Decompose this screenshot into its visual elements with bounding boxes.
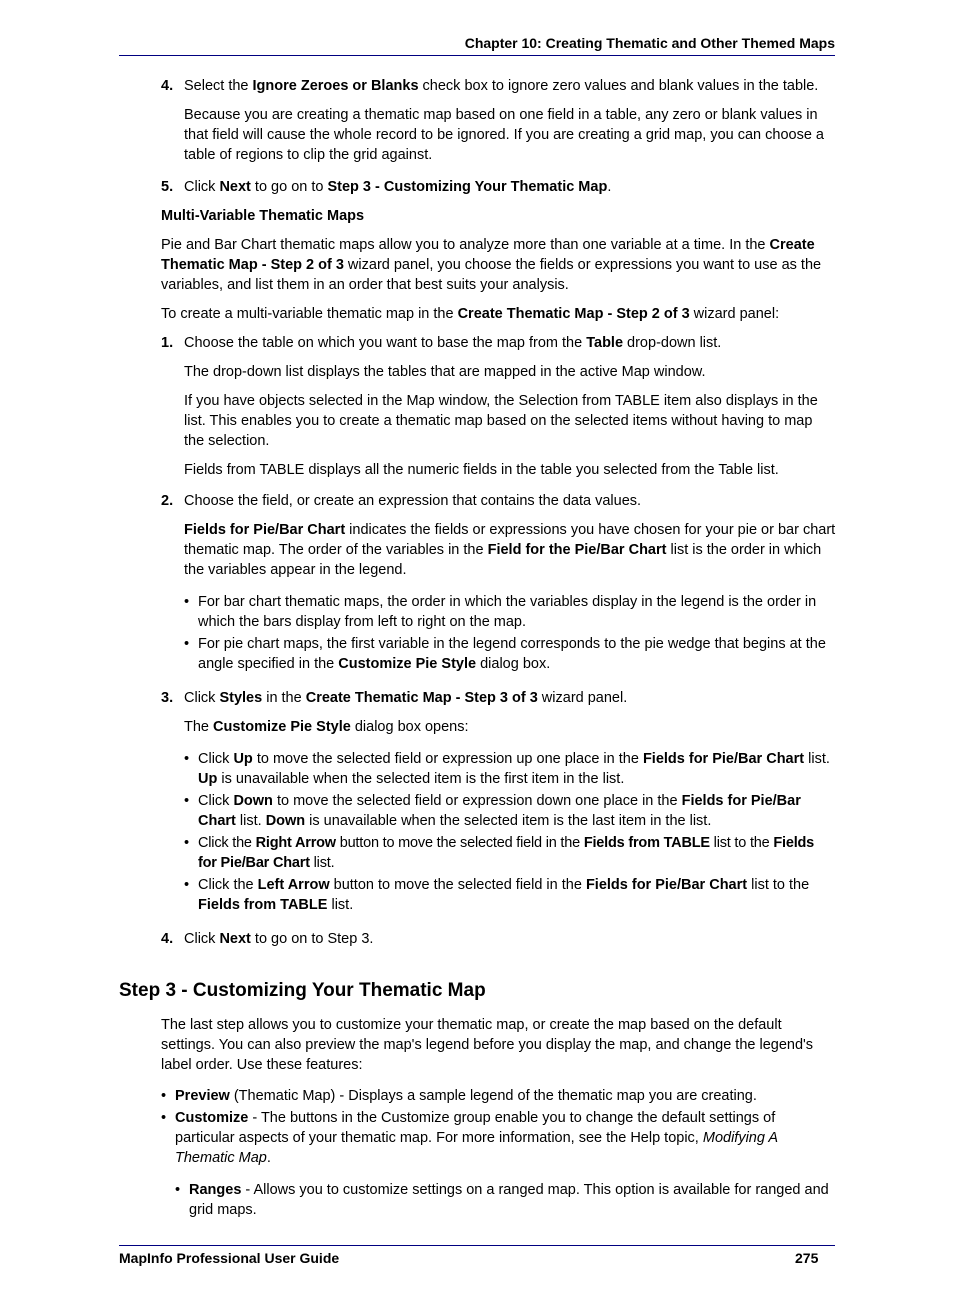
paragraph: Fields for Pie/Bar Chart indicates the fields or expressions you have chosen for your pie or bar chart thematic map. The order of the variables in the Field for the Pie/Bar Chart list is the order in which the variables appear in the legend. [184,522,836,578]
list-item: • Preview (Thematic Map) - Displays a sample legend of the thematic map you are creating. [161,1088,757,1104]
step-number: 4. [161,78,174,94]
bullet-icon: • [184,751,190,767]
list-item: • Click Down to move the selected field or expression down one place in the Fields for Pie/Bar Chart list. Down is unavailable when the selected item is the last item in the list. [184,793,801,829]
bold-term: Ignore Zeroes or Blanks [252,78,419,94]
list-item: • Ranges - Allows you to customize settings on a ranged map. This option is available for ranged and grid maps. [175,1182,829,1218]
mv-step-1: 1. Choose the table on which you want to base the map from the Table drop-down list. The drop-down list displays the tables that are mapped in the active Map window. If you have objects selected in the Map window, the Selection from TABLE item also displays in the list. This enables you to create a thematic map based on the selected items without having to map the selection. Fields from TABLE displays all the numeric fields in the table you selected from the Table list. [161,333,836,480]
bullet-list [184,749,836,915]
bullet-icon: • [184,835,189,851]
step-number: 1. [161,335,174,351]
mv-step-4: 4. Click Next to go on to Step 3. [161,931,374,947]
page-content [119,76,836,1222]
section-title: Step 3 - Customizing Your Thematic Map [119,980,486,1001]
footer-guide-title: MapInfo Professional User Guide [119,1250,340,1266]
step-number: 3. [161,690,174,706]
bold-term: Next [219,179,251,195]
step-number: 4. [161,931,174,947]
bullet-icon: • [161,1110,167,1126]
step-number: 5. [161,179,174,195]
text: . [607,179,612,195]
list-item: • Click the Right Arrow button to move the selected field in the Fields from TABLE list to the Fields for Pie/Bar Chart list. [184,835,815,871]
paragraph: Choose the field, or create an expression that contains the data values. [184,493,642,509]
bullet-icon: • [184,877,190,893]
bullet-icon: • [184,636,190,652]
bullet-list [161,1086,836,1168]
step-number: 2. [161,493,174,509]
text: Select the [184,78,253,94]
bullet-icon: • [161,1088,167,1104]
paragraph: To create a multi-variable thematic map in the Create Thematic Map - Step 2 of 3 wizard panel: [161,306,780,322]
bullet-icon: • [184,793,190,809]
footer-rule [119,1245,835,1246]
text: to go on to [250,179,328,195]
paragraph: Pie and Bar Chart thematic maps allow you to analyze more than one variable at a time. In the Create Thematic Map - Step 2 of 3 wizard panel, you choose the fields or expressions you want to use as the variables, and list them in an order that best suits your analysis. [161,237,822,293]
paragraph: The last step allows you to customize your thematic map, or create the map based on the default settings. You can also preview the map's legend before you display the map, and change the legend's label order. Use these features: [161,1017,814,1073]
bold-term: Step 3 - Customizing Your Thematic Map [327,179,608,195]
paragraph: The drop-down list displays the tables that are mapped in the active Map window. [184,364,706,380]
mv-step-3: 3. Click Styles in the Create Thematic Map - Step 3 of 3 wizard panel. The Customize Pie Style dialog box opens: [161,690,628,735]
list-item: • Customize - The buttons in the Customize group enable you to change the default settings of particular aspects of your thematic map. For more information, see the Help topic, Modifying A Thematic Map. [161,1110,778,1166]
section-heading: Multi-Variable Thematic Maps [161,208,365,224]
list-item: • For pie chart maps, the first variable in the legend corresponds to the pie wedge that begins at the angle specified in the Customize Pie Style dialog box. [184,636,826,672]
page-number: 275 [795,1250,819,1266]
list-item: • Click the Left Arrow button to move the selected field in the Fields for Pie/Bar Chart list to the Fields from TABLE list. [184,877,810,913]
mv-step-2 [161,491,836,580]
sub-bullet-list [175,1180,836,1220]
paragraph: If you have objects selected in the Map window, the Selection from TABLE item also displays in the list. This enables you to create a thematic map based on the selected items without having to map the selection. [184,393,818,449]
bullet-icon: • [184,594,190,610]
text: check box to ignore zero values and blank values in the table. [418,78,819,94]
step-5-next [161,177,836,197]
paragraph: Fields from TABLE displays all the numeric fields in the table you selected from the Table list. [184,462,779,478]
bullet-list [184,592,836,674]
text: Click [184,179,220,195]
header-rule [119,55,835,56]
list-item: • Click Up to move the selected field or expression up one place in the Fields for Pie/Bar Chart list. Up is unavailable when the selected item is the first item in the list. [184,751,830,787]
running-header: Chapter 10: Creating Thematic and Other Themed Maps [464,35,835,51]
step-4-ignore-zeroes [161,76,836,165]
bullet-icon: • [175,1182,181,1198]
list-item: • For bar chart thematic maps, the order in which the variables display in the legend is the order in which the bars display from left to right on the map. [184,594,817,630]
paragraph: Because you are creating a thematic map based on one field in a table, any zero or blank values in that field will cause the whole record to be ignored. If you are creating a grid map, you can choose a table of regions to clip the grid against. [184,107,824,163]
